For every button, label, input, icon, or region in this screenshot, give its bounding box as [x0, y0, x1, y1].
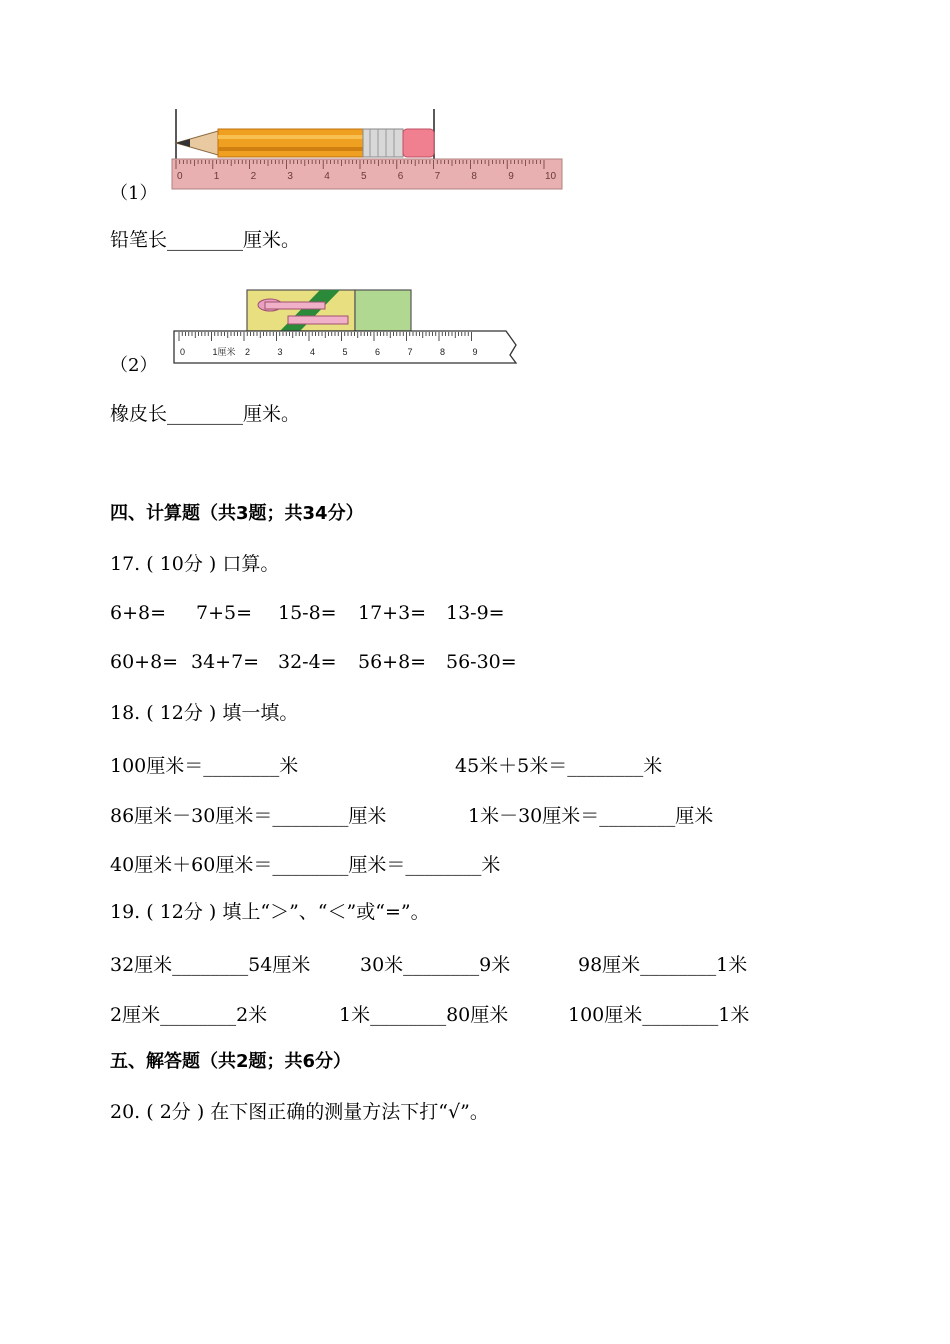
compare-item: 32厘米________54厘米 [110, 954, 311, 976]
mental-math-item: 56-30= [446, 651, 517, 673]
mental-math-item: 6+8= [110, 602, 167, 624]
q18-line2-b: 1米－30厘米＝________厘米 [468, 805, 714, 827]
q20-header: 20. ( 2分 ) 在下图正确的测量方法下打“√”。 [110, 1101, 489, 1123]
eraser-length-question: 橡皮长________厘米。 [110, 403, 301, 425]
mental-math-item: 60+8= [110, 651, 179, 673]
ruler-tick-label: 5 [342, 347, 348, 357]
ruler-tick-label: 5 [361, 171, 367, 182]
mental-math-item: 17+3= [358, 602, 427, 624]
q18-line3: 40厘米＋60厘米＝________厘米＝________米 [110, 854, 501, 876]
compare-item: 100厘米________1米 [568, 1004, 750, 1026]
mental-math-item: 32-4= [278, 651, 337, 673]
q18-line1-a: 100厘米＝________米 [110, 755, 299, 777]
ruler-tick-label: 0 [177, 171, 183, 182]
pencil-length-question: 铅笔长________厘米。 [110, 229, 301, 251]
ruler-tick-label: 10 [545, 171, 557, 182]
part2-label: （2） [110, 355, 158, 376]
ruler-tick-label: 7 [434, 171, 441, 182]
ruler-tick-label: 3 [287, 171, 293, 182]
ruler-tick-label: 9 [508, 171, 514, 182]
section-4-title: 四、计算题（共3题；共34分） [110, 503, 364, 524]
eraser-ruler-figure [170, 285, 530, 370]
section-5-title: 五、解答题（共2题；共6分） [110, 1051, 352, 1072]
ruler-tick-label: 8 [440, 347, 446, 357]
mental-math-item: 13-9= [446, 602, 505, 624]
compare-item: 98厘米________1米 [578, 954, 748, 976]
pencil-ruler-figure [170, 105, 570, 195]
ruler-tick-label: 3 [277, 347, 283, 357]
ruler-tick-label: 4 [324, 171, 330, 182]
mental-math-item: 7+5= [196, 602, 253, 624]
ruler-tick-label: 0 [180, 347, 186, 357]
q18-line2-a: 86厘米－30厘米＝________厘米 [110, 805, 387, 827]
ruler-tick-label: 4 [310, 347, 316, 357]
ruler-tick-label: 7 [407, 347, 413, 357]
compare-item: 2厘米________2米 [110, 1004, 268, 1026]
ruler-tick-label: 1厘米 [212, 347, 236, 357]
ruler-tick-label: 1 [213, 171, 220, 182]
ruler-tick-label: 6 [375, 347, 381, 357]
q17-header: 17. ( 10分 ) 口算。 [110, 553, 280, 575]
mental-math-item: 15-8= [278, 602, 337, 624]
ruler-tick-label: 2 [250, 171, 257, 182]
compare-item: 30米________9米 [360, 954, 511, 976]
ruler-tick-label: 2 [245, 347, 251, 357]
ruler-tick-label: 9 [472, 347, 478, 357]
mental-math-item: 56+8= [358, 651, 427, 673]
part1-label: （1） [110, 183, 158, 204]
q18-line1-b: 45米＋5米＝________米 [455, 755, 663, 777]
ruler-tick-label: 6 [397, 171, 404, 182]
q19-header: 19. ( 12分 ) 填上“＞”、“＜”或“=”。 [110, 901, 430, 923]
compare-item: 1米________80厘米 [339, 1004, 509, 1026]
q18-header: 18. ( 12分 ) 填一填。 [110, 702, 299, 724]
mental-math-item: 34+7= [191, 651, 260, 673]
ruler-tick-label: 8 [471, 171, 477, 182]
